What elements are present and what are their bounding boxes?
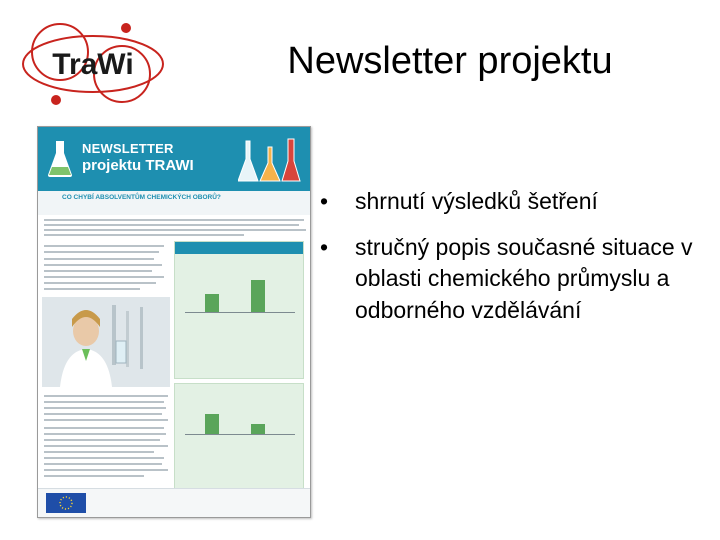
newsletter-header — [38, 127, 310, 191]
panel-bar-2 — [251, 280, 265, 312]
panel-bar-3 — [205, 414, 219, 434]
lab-glassware-icon — [238, 135, 304, 187]
bullet-list — [320, 186, 700, 340]
panel-bar-4 — [251, 424, 265, 434]
trawi-logo — [18, 14, 168, 114]
lab-photo — [42, 297, 170, 387]
newsletter-subtitle-band — [38, 191, 310, 215]
scientist-image — [42, 297, 170, 387]
bullet-item — [320, 232, 700, 327]
flask-icon — [46, 139, 74, 179]
logo-wordmark: TraWi — [52, 48, 134, 81]
survey-results-panel-bottom — [174, 383, 304, 489]
bullet-text: stručný popis současné situace v oblasti chemického průmyslu a odborného vzdělávání — [355, 233, 693, 323]
bullet-text: shrnutí výsledků šetření — [355, 188, 598, 214]
bullet-marker: • — [320, 188, 329, 214]
newsletter-thumbnail — [37, 126, 311, 518]
newsletter-header-line1: NEWSLETTER — [82, 141, 174, 156]
page-title: Newsletter projektu — [287, 40, 613, 82]
panel-bar-1 — [205, 294, 219, 312]
bullet-item — [320, 186, 700, 218]
eu-flag-icon — [46, 493, 86, 513]
survey-results-panel-top — [174, 241, 304, 379]
bullet-marker: • — [320, 233, 329, 260]
newsletter-header-line2: projektu TRAWI — [82, 157, 194, 174]
newsletter-subtitle: CO CHYBÍ ABSOLVENTŮM CHEMICKÝCH OBORŮ? — [62, 194, 221, 201]
eu-footer — [38, 488, 310, 517]
